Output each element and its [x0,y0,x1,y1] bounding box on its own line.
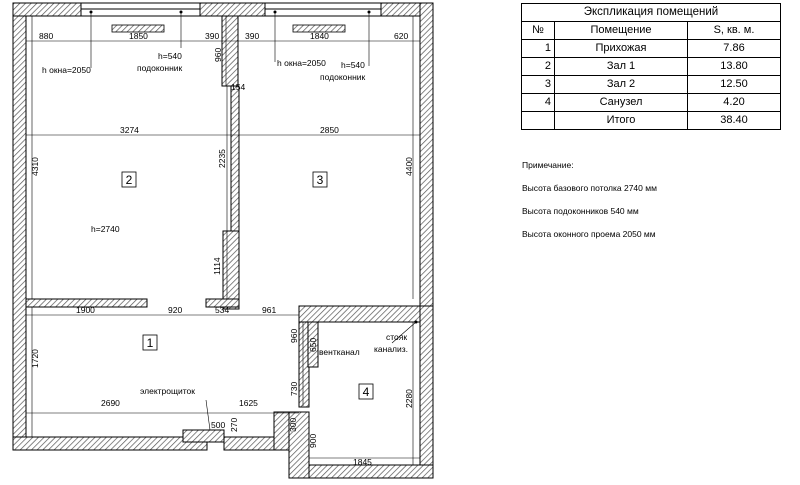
table-header-row [522,22,781,40]
dim-1900: 1900 [76,305,95,315]
explication-table [521,3,781,130]
table-row [522,40,781,58]
dim-960b: 960 [289,328,299,343]
row-area: 7.86 [688,40,781,58]
row-name: Зал 1 [555,58,688,76]
row-no: 3 [522,76,555,94]
row-area: 13.80 [688,58,781,76]
wall-hall-bottom-right [224,437,281,450]
dim-2235: 2235 [217,149,227,168]
table-row [522,76,781,94]
row-area: 12.50 [688,76,781,94]
dim-1720: 1720 [30,349,40,368]
room-markers [122,172,373,399]
dim-3274: 3274 [120,125,139,135]
dim-154: 154 [231,82,246,92]
dim-730: 730 [289,381,299,396]
label-window-height-right: h окна=2050 [277,58,326,68]
explication-title: Экспликация помещений [522,4,781,22]
dim-1845: 1845 [353,457,372,467]
row-name: Зал 2 [555,76,688,94]
note-sill: Высота подоконников 540 мм [522,206,639,216]
dim-2690: 2690 [101,398,120,408]
dim-961: 961 [262,305,277,315]
header-room: Помещение [555,22,688,40]
dim-960a: 960 [213,47,223,62]
dim-920: 920 [168,305,183,315]
wall-partition-upper [231,86,239,231]
row-no: 4 [522,94,555,112]
label-riser-2: канализ. [374,344,409,354]
label-sill-height-right: h=540 [341,60,365,70]
wall-bath-top [299,306,433,322]
dim-270: 270 [229,417,239,432]
wall-top-left [13,3,81,16]
row-name: Прихожая [555,40,688,58]
dim-390a: 390 [205,31,220,41]
label-vent: вентканал [319,347,360,357]
dim-500: 500 [211,420,226,430]
total-area: 38.40 [688,112,781,130]
label-window-height-left: h окна=2050 [42,65,91,75]
dim-1850: 1850 [129,31,148,41]
dim-1625: 1625 [239,398,258,408]
label-sill-right: подоконник [320,72,366,82]
wall-hall-bottom-left [13,437,207,450]
header-area: S, кв. м. [688,22,781,40]
room-number-1: 1 [146,336,154,350]
dim-1840: 1840 [310,31,329,41]
dim-650: 650 [308,337,318,352]
wall-partition-lower [223,231,239,309]
note-window: Высота оконного проема 2050 мм [522,229,656,239]
header-no: № [522,22,555,40]
label-sill-left: подоконник [137,63,183,73]
total-no [522,112,555,130]
label-panel: электрощиток [140,386,195,396]
dim-4400: 4400 [404,157,414,176]
dim-1114: 1114 [212,257,222,275]
label-riser-1: стояк [386,332,408,342]
table-row [522,58,781,76]
dim-2280: 2280 [404,389,414,408]
wall-right [420,3,433,306]
dim-4310: 4310 [30,157,40,176]
room-number-3: 3 [316,173,324,187]
room-number-4: 4 [362,385,370,399]
total-name: Итого [555,112,688,130]
wall-left [13,3,26,450]
row-area: 4.20 [688,94,781,112]
dim-390b: 390 [245,31,260,41]
row-no: 1 [522,40,555,58]
table-total-row [522,112,781,130]
wall-panel-niche [183,430,224,442]
dim-620: 620 [394,31,409,41]
label-ceiling-height: h=2740 [91,224,120,234]
dim-300: 300 [288,417,298,432]
note-ceiling: Высота базового потолка 2740 мм [522,183,657,193]
row-name: Санузел [555,94,688,112]
dim-900: 900 [308,433,318,448]
wall-hall-bottom-end [274,412,289,450]
room-number-2: 2 [125,173,133,187]
wall-pier-top [222,16,238,86]
label-sill-height-left: h=540 [158,51,182,61]
leader-dots [90,11,418,324]
dim-2850: 2850 [320,125,339,135]
notes-heading: Примечание: [522,160,574,170]
dim-880: 880 [39,31,54,41]
wall-bath-right [420,306,433,478]
wall-top-mid [200,3,265,16]
dim-534: 534 [215,305,230,315]
row-no: 2 [522,58,555,76]
table-row [522,94,781,112]
